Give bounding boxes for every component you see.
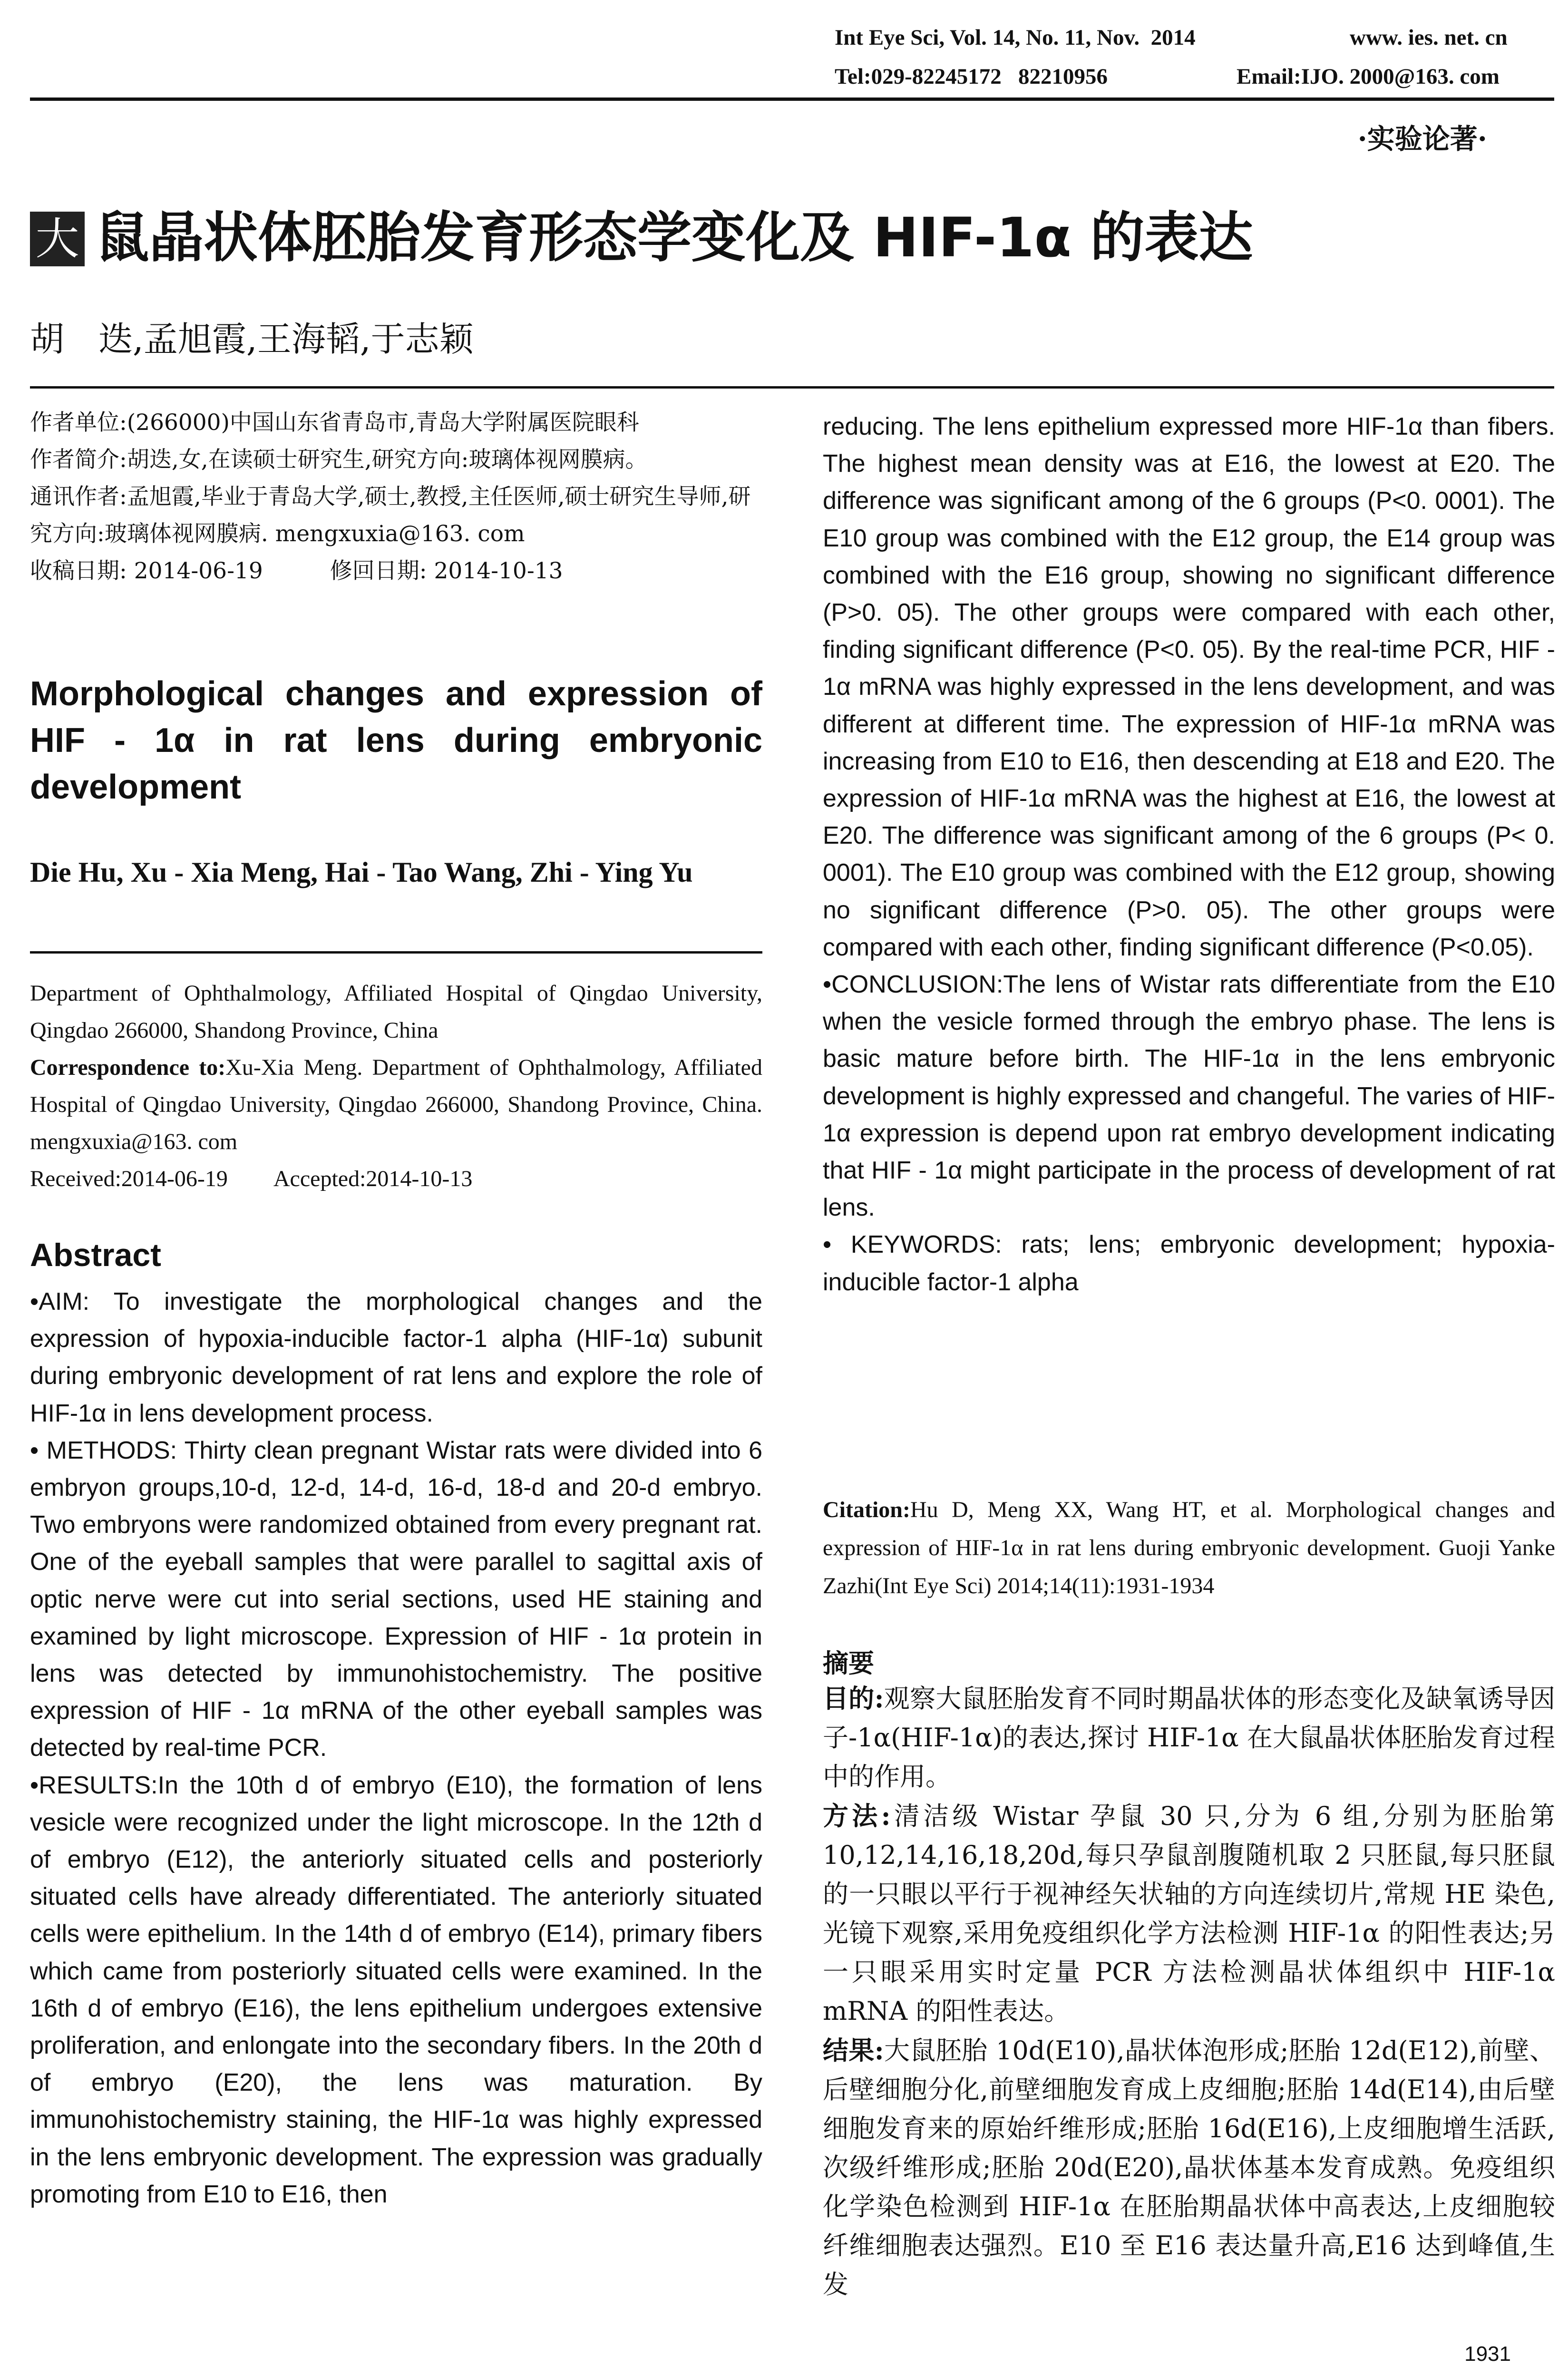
received-dates-cn: 收稿日期: 2014-06-19 修回日期: 2014-10-13	[30, 558, 563, 584]
header-rule	[30, 97, 1554, 101]
authors-en: Die Hu, Xu - Xia Meng, Hai - Tao Wang, Zhi - Ying Yu	[30, 857, 693, 888]
aim-label: •AIM:	[30, 1288, 90, 1315]
abstract-results	[30, 1767, 762, 2213]
conclusion-text: The lens of Wistar rats differentiate from the E10 when the vesicle formed through the embryo phase. The lens is basic mature before birth. The HIF-1α in the lens embryonic development is highly expressed and changeful. The varies of HIF-1α expression is depend upon rat embryo development indicating that HIF - 1α might participate in the process of development of rat lens.	[823, 971, 1555, 1222]
abstract-left-body	[30, 1283, 762, 2213]
results-text-left: In the 10th d of embryo (E10), the formation of lens vesicle were recognized under the light microscope. In the 12th d of embryo (E12), the anteriorly situated cells and posteriorly situated cells have already differentiated. The anteriorly situated cells were epithelium. In the 14th d of embryo (E14), primary fibers which came from posteriorly situated cells were examined. In the 16th d of embryo (E16), the lens epithelium undergoes extensive proliferation, and enlongate into the secondary fibers. In the 20th d of embryo (E20), the lens was maturation. By immunohistochemistry staining, the HIF-1α was highly expressed in the lens embryonic development. The expression was gradually promoting from E10 to E16, then	[30, 1771, 762, 2208]
page-number: 1931	[1464, 2342, 1511, 2366]
cn-aim	[823, 1679, 1555, 1796]
keywords-label: • KEYWORDS:	[823, 1231, 1002, 1259]
abstract-keywords	[823, 1226, 1555, 1300]
authors-cn: 胡 迭,孟旭霞,王海韬,于志颖	[30, 319, 474, 359]
abstract-cn-body	[823, 1679, 1555, 2304]
methods-text: Thirty clean pregnant Wistar rats were divided into 6 embryon groups,10-d, 12-d, 14-d, 16-d, 18-d and 20-d embryo. Two embryons were randomized obtained from every pregnant rat. One of the eyeball samples that were parallel to sagittal axis of optic nerve were cut into serial sections, used HE staining and examined by light microscope. Expression of HIF - 1α protein in lens was detected by immunohistochemistry. The positive expression of HIF - 1α mRNA of the other eyeball samples was detected by real-time PCR.	[30, 1436, 762, 1762]
correspondence-label: Correspondence to:	[30, 1055, 226, 1080]
article-title-en: Morphological changes and expression of HIF - 1α in rat lens during embryonic development	[30, 675, 762, 806]
author-meta-cn	[30, 404, 762, 590]
conclusion-label: •CONCLUSION:	[823, 971, 1003, 999]
abstract-aim	[30, 1283, 762, 1432]
title-first-char-box: 大	[30, 212, 85, 266]
affiliation-rule	[30, 951, 762, 954]
affiliation-block	[30, 975, 762, 1198]
cn-methods-label: 方法:	[823, 1801, 891, 1831]
article-title-cn: 鼠晶状体胚胎发育形态学变化及 HIF-1α 的表达	[95, 206, 1253, 269]
cn-results-label: 结果:	[823, 2035, 884, 2065]
abstract-cn-heading: 摘要	[823, 1648, 874, 1678]
author-bio: 作者简介:胡迭,女,在读硕士研究生,研究方向:玻璃体视网膜病。	[30, 447, 648, 473]
abstract-conclusion	[823, 966, 1555, 1226]
title-rule	[30, 386, 1554, 389]
correspondence	[30, 1049, 762, 1160]
cn-aim-label: 目的:	[823, 1683, 884, 1714]
citation-text: Hu D, Meng XX, Wang HT, et al. Morphological changes and expression of HIF-1α in rat lens during embryonic development. Guoji Yanke Zazhi(Int Eye Sci) 2014;14(11):1931-1934	[823, 1497, 1555, 1598]
methods-label: • METHODS:	[30, 1436, 177, 1464]
cn-results	[823, 2031, 1555, 2304]
cn-results-text: 大鼠胚胎 10d(E10),晶状体泡形成;胚胎 12d(E12),前壁、后壁细胞分化,前壁细胞发育成上皮细胞;胚胎 14d(E14),由后壁细胞发育来的原始纤维形成;胚胎 16d(E16),上皮细胞增生活跃,次级纤维形成;胚胎 20d(E20),晶状体基本发育成熟。免疫组织化学染色检测到 HIF-1α 在胚胎期晶状体中高表达,上皮细胞较纤维细胞表达强烈。E10 至 E16 表达量升高,E16 达到峰值,生发	[823, 2036, 1555, 2299]
results-label: •RESULTS:	[30, 1771, 158, 1799]
author-unit: 作者单位:(266000)中国山东省青岛市,青岛大学附属医院眼科	[30, 409, 639, 436]
journal-website: www. ies. net. cn	[1350, 25, 1508, 50]
abstract-right-body	[823, 408, 1555, 1301]
cn-methods-text: 清洁级 Wistar 孕鼠 30 只,分为 6 组,分别为胚胎第 10,12,14,16,18,20d,每只孕鼠剖腹随机取 2 只胚鼠,每只胚鼠的一只眼以平行于视神经矢状轴的方向连续切片,常规 HE 染色,光镜下观察,采用免疫组织化学方法检测 HIF-1α 的阳性表达;另一只眼采用实时定量 PCR 方法检测晶状体组织中 HIF-1α mRNA 的阳性表达。	[823, 1801, 1555, 2026]
keywords-text: rats; lens; embryonic development; hypoxia-inducible factor-1 alpha	[823, 1231, 1555, 1296]
journal-email: Email:IJO. 2000@163. com	[1237, 64, 1500, 89]
department: Department of Ophthalmology, Affiliated Hospital of Qingdao University, Qingdao 266000, Shandong Province, China	[30, 981, 762, 1043]
section-label: ·实验论著·	[1357, 123, 1487, 155]
journal-citation-line: Int Eye Sci, Vol. 14, No. 11, Nov. 2014	[835, 25, 1196, 50]
received-dates-en: Received:2014-06-19 Accepted:2014-10-13	[30, 1166, 473, 1191]
citation-label: Citation:	[823, 1497, 910, 1522]
cn-methods	[823, 1796, 1555, 2031]
citation-block	[823, 1491, 1555, 1605]
aim-text: To investigate the morphological changes and the expression of hypoxia-inducible factor-1 alpha (HIF-1α) subunit during embryonic development of rat lens and explore the role of HIF-1α in lens development process.	[30, 1288, 762, 1427]
abstract-heading: Abstract	[30, 1237, 161, 1273]
abstract-methods	[30, 1432, 762, 1767]
cn-aim-text: 观察大鼠胚胎发育不同时期晶状体的形态变化及缺氧诱导因子-1α(HIF-1α)的表达,探讨 HIF-1α 在大鼠晶状体胚胎发育过程中的作用。	[823, 1684, 1555, 1792]
journal-phone: Tel:029-82245172 82210956	[835, 64, 1108, 89]
corresponding-author: 通讯作者:孟旭霞,毕业于青岛大学,硕士,教授,主任医师,硕士研究生导师,研究方向:玻璃体视网膜病. mengxuxia@163. com	[30, 484, 751, 547]
results-text-right: reducing. The lens epithelium expressed more HIF-1α than fibers. The highest mean density was at E16, the lowest at E20. The difference was significant among of the 6 groups (P<0. 0001). The E10 group was combined with the E12 group, the E14 group was combined with the E16 group, showing no significant difference (P>0. 05). The other groups were compared with each other, finding significant difference (P<0. 05). By the real-time PCR, HIF - 1α mRNA was highly expressed in the lens development, and was different at different time. The expression of HIF-1α mRNA was increasing from E10 to E16, then descending at E18 and E20. The expression of HIF-1α mRNA was the highest at E16, the lowest at E20. The difference was significant among of the 6 groups (P< 0. 0001). The E10 group was combined with the E12 group, showing no significant difference (P>0. 05). The other groups were compared with each other, finding significant difference (P<0.05).	[823, 413, 1555, 961]
correspondence-text: Xu-Xia Meng. Department of Ophthalmology, Affiliated Hospital of Qingdao University, Qingdao 266000, Shandong Province, China. mengxuxia@163. com	[30, 1055, 762, 1154]
